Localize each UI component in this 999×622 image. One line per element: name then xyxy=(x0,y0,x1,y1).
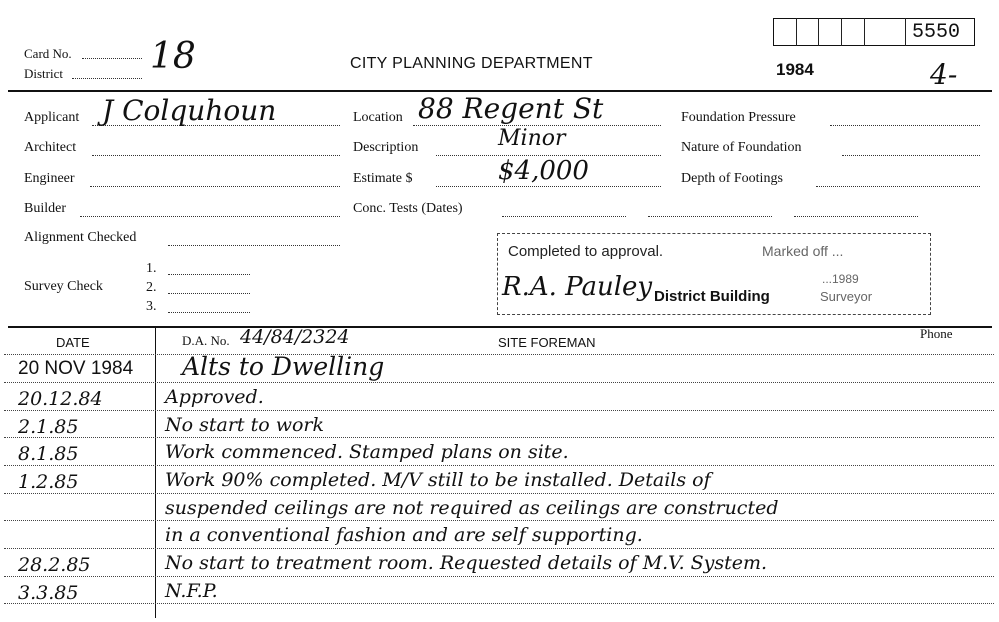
stamp-signature: R.A. Pauley xyxy=(502,272,653,302)
district-line xyxy=(72,78,142,79)
log-date: 28.2.85 xyxy=(18,554,91,576)
conc-tests-line xyxy=(648,216,772,217)
log-date: 20.12.84 xyxy=(18,388,103,410)
estimate-label: Estimate $ xyxy=(353,171,413,186)
year: 1984 xyxy=(776,60,814,79)
survey-line-2 xyxy=(168,293,250,294)
description-value: Minor xyxy=(498,126,566,151)
alignment-label: Alignment Checked xyxy=(24,230,137,245)
card-no-label: Card No. xyxy=(24,46,72,61)
log-date: 20 NOV 1984 xyxy=(18,358,134,379)
estimate-line xyxy=(436,186,661,187)
card-box-divider xyxy=(905,18,906,46)
nature-foundation-label: Nature of Foundation xyxy=(681,140,802,155)
log-date: 2.1.85 xyxy=(18,416,79,438)
log-rule xyxy=(4,548,994,549)
stamp-line-1-tail: Marked off ... xyxy=(762,243,844,259)
log-rule xyxy=(4,410,994,411)
estimate-value: $4,000 xyxy=(498,156,589,186)
da-value: 44/84/2324 xyxy=(240,326,350,348)
department-title: CITY PLANNING DEPARTMENT xyxy=(350,55,593,72)
conc-tests-line xyxy=(502,216,626,217)
engineer-label: Engineer xyxy=(24,171,75,186)
log-rule xyxy=(4,493,994,494)
architect-label: Architect xyxy=(24,140,77,155)
card-no-line xyxy=(82,58,142,59)
depth-footings-label: Depth of Footings xyxy=(681,171,783,186)
log-date: 1.2.85 xyxy=(18,471,79,493)
log-rule xyxy=(4,520,994,521)
log-note: in a conventional fashion and are self supporting. xyxy=(165,524,643,546)
log-date: 8.1.85 xyxy=(18,443,79,465)
stamp-line-1: Completed to approval. xyxy=(508,243,664,260)
log-column-divider xyxy=(155,326,156,618)
log-note: Work commenced. Stamped plans on site. xyxy=(165,441,569,463)
da-label: D.A. No. xyxy=(182,333,230,348)
stamp-date: ...1989 xyxy=(822,272,859,286)
builder-line xyxy=(80,216,340,217)
nature-foundation-line xyxy=(842,155,980,156)
foundation-pressure-label: Foundation Pressure xyxy=(681,110,796,125)
survey-item-1: 1. xyxy=(146,261,157,276)
survey-label: Survey Check xyxy=(24,279,103,294)
log-rule xyxy=(4,576,994,577)
applicant-value: J Colquhoun xyxy=(102,94,277,127)
card-box-divider xyxy=(818,18,819,46)
corner-mark: 4- xyxy=(930,58,958,91)
survey-item-2: 2. xyxy=(146,280,157,295)
card-box-divider xyxy=(864,18,865,46)
architect-line xyxy=(92,155,340,156)
location-value: 88 Regent St xyxy=(418,92,604,125)
log-rule xyxy=(4,382,994,383)
log-rule xyxy=(4,465,994,466)
card-box-divider xyxy=(796,18,797,46)
alignment-line xyxy=(168,245,340,246)
log-rule xyxy=(4,437,994,438)
location-label: Location xyxy=(353,110,403,125)
conc-tests-line xyxy=(794,216,918,217)
foreman-header: SITE FOREMAN xyxy=(498,335,596,350)
log-note: No start to treatment room. Requested details of M.V. System. xyxy=(165,552,768,574)
depth-footings-line xyxy=(816,186,980,187)
log-note: N.F.P. xyxy=(165,580,218,602)
card-number: 5550 xyxy=(912,21,961,44)
log-rule xyxy=(4,354,994,355)
log-note: Work 90% completed. M/V still to be installed. Details of xyxy=(165,469,711,491)
description-label: Description xyxy=(353,140,419,155)
engineer-line xyxy=(90,186,340,187)
district-label: District xyxy=(24,66,63,81)
survey-line-1 xyxy=(168,274,250,275)
foundation-pressure-line xyxy=(830,125,980,126)
card-box-divider xyxy=(841,18,842,46)
log-note: Alts to Dwelling xyxy=(182,352,385,381)
card-no-value: 18 xyxy=(150,36,196,77)
applicant-label: Applicant xyxy=(24,110,80,125)
log-note: suspended ceilings are not required as ceilings are constructed xyxy=(165,497,779,519)
phone-header: Phone xyxy=(920,326,953,341)
stamp-line-2: District Building xyxy=(654,288,770,305)
conc-tests-label: Conc. Tests (Dates) xyxy=(353,201,463,216)
log-note: No start to work xyxy=(165,414,324,436)
stamp-line-2-tail: Surveyor xyxy=(820,289,873,304)
builder-label: Builder xyxy=(24,201,66,216)
survey-line-3 xyxy=(168,312,250,313)
log-note: Approved. xyxy=(165,386,264,408)
log-date: 3.3.85 xyxy=(18,582,79,604)
log-rule xyxy=(4,603,994,604)
survey-item-3: 3. xyxy=(146,299,157,314)
date-header: DATE xyxy=(56,335,90,350)
